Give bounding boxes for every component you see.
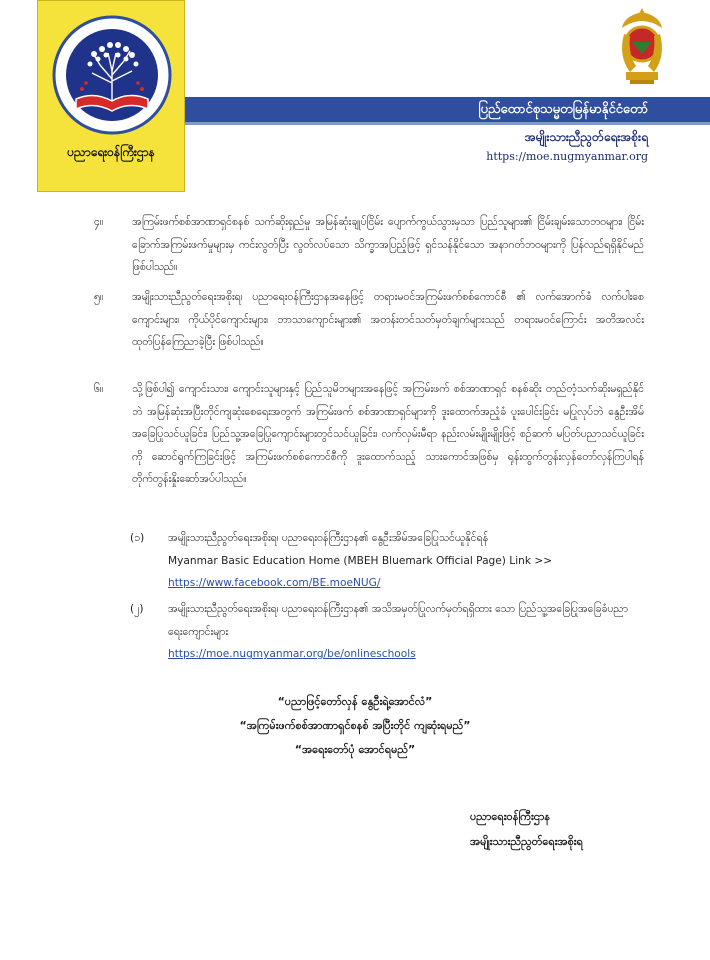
sub-item-number: (၁): [130, 532, 145, 544]
ministry-emblem-icon: [52, 9, 172, 139]
paragraph-number: ၅။: [94, 291, 104, 303]
sub-item-english-text: Myanmar Basic Education Home (MBEH Bluemark Official Page) Link >>: [168, 554, 553, 567]
signature-government: အမျိုးသားညီညွတ်ရေးအစိုးရ: [470, 835, 583, 848]
paragraph-text: သို့ဖြစ်ပါ၍ ကျောင်းသား၊ ကျောင်းသူများနှင့် ပြည်သူမိဘများအနေဖြင့် အကြမ်းဖက် စစ်အာဏာရှင် စနစ်ဆိုး တည်တံ့သက်ဆိုးမရှည်နိုင်ဘဲ အမြန်ဆုံးအပြီးတိုင်ကျဆုံးစေရေးအတွက် အကြမ်းဖက် စစ်အာဏာရှင်များကို ဒူးထောက်အညံ့ခံ ပူးပေါင်းခြင်း မပြုလုပ်ဘဲ နွေဦးအိမ်အခြေပြုသင်ယူခြင်း၊ ပြည်သူ့အခြေပြုကျောင်းများတွင်သင်ယူခြင်း၊ လက်လှမ်းမီရာ နည်းလမ်းမျိုးမျိုးဖြင့် စဉ်ဆက် မပြတ်ပညာသင်ယူခြင်းကို ဆောင်ရွက်ကြခြင်းဖြင့် အကြမ်းဖက်စစ်ကောင်စီကို ဒူးထောက်သည့် သားကောင်အဖြစ်မှ ရုန်းထွက်တွန်းလှန်တော်လှန်ကြပါရန် တိုက်တွန်းနှိုးဆော်အပ်ပါသည်။: [132, 383, 644, 485]
state-emblem-icon: [616, 6, 668, 88]
paragraph-text: အမျိုးသားညီညွတ်ရေးအစိုးရ၊ ပညာရေးဝန်ကြီးဌာနအနေဖြင့် တရားမဝင်အကြမ်းဖက်စစ်ကောင်စီ ၏ လက်အောက်ခံ လက်ပါးစေ ကျောင်းများ၊ ကိုယ်ပိုင်ကျောင်းများ၊ ဘာသာကျောင်းများ၏ အတန်းတင်သတ်မှတ်ချက်များသည် တရားမဝင်ကြောင်း အတိအလင်း ထုတ်ပြန်ကြေညာခဲ့ပြီး ဖြစ်ပါသည်။: [132, 291, 644, 348]
online-schools-link[interactable]: https://moe.nugmyanmar.org/be/onlineschools: [168, 648, 416, 660]
paragraph-4: [76, 211, 644, 279]
facebook-link[interactable]: https://www.facebook.com/BE.moeNUG/: [168, 577, 381, 589]
ministry-logo-block: [37, 0, 185, 192]
slogans: [0, 690, 710, 762]
sub-item-1: [130, 527, 640, 595]
sub-item-number: (၂): [130, 603, 144, 615]
slogan-line: “အရေးတော်ပုံ အောင်ရမည်”: [294, 743, 416, 756]
signature-block: [470, 804, 583, 854]
paragraph-5: [76, 286, 644, 354]
paragraph-number: ၄။: [94, 216, 104, 228]
sub-item-2: [130, 598, 640, 666]
slogan-line: “ပညာဖြင့်တော်လှန် နွေဦးရဲ့အောင်လံ”: [277, 695, 433, 708]
header-band-accent: [185, 122, 710, 125]
ministry-name: အမျိုးသားညီညွတ်ရေးအစိုးရ: [524, 130, 648, 144]
paragraph-number: ၆။: [94, 383, 104, 395]
signature-ministry: ပညာရေးဝန်ကြီးဌာန: [470, 810, 551, 823]
sub-item-text: အမျိုးသားညီညွတ်ရေးအစိုးရ၊ ပညာရေးဝန်ကြီးဌာန၏ အသိအမှတ်ပြုလက်မှတ်ရရှိထား သော ပြည်သူ့အခြေပြုအခြေခံပညာရေးကျောင်းများ: [168, 603, 628, 638]
sub-item-text: အမျိုးသားညီညွတ်ရေးအစိုးရ၊ ပညာရေးဝန်ကြီးဌာန၏ နွေဦးအိမ်အခြေပြုသင်ယူနိုင်ရန်: [168, 532, 489, 544]
logo-caption: ပညာရေးဝန်ကြီးဌာန: [67, 145, 155, 159]
slogan-line: “အကြမ်းဖက်စစ်အာဏာရှင်စနစ် အပြီးတိုင် ကျဆုံးရမည်”: [239, 719, 471, 732]
paragraph-6: [76, 378, 644, 491]
government-name: ပြည်ထောင်စုသမ္မတမြန်မာနိုင်ငံတော်: [478, 102, 648, 117]
website-url[interactable]: https://moe.nugmyanmar.org: [486, 150, 648, 163]
paragraph-text: အကြမ်းဖက်စစ်အာဏာရှင်စနစ် သက်ဆိုးရှည်မှု အမြန်ဆုံးချုပ်ငြိမ်း ပျောက်ကွယ်သွားမှသာ ပြည်သူများ၏ ငြိမ်းချမ်းသောဘဝများ၊ ငြိမ်းခြောက်အကြမ်းဖက်မှုများမှ ကင်းလွတ်ပြီး လွတ်လပ်သော သိက္ခာအပြည့်ဖြင့် ရှင်သန်နိုင်သော အနာဂတ်ဘဝများကို ပြန်လည်ရရှိနိုင်မည် ဖြစ်ပါသည်။: [132, 216, 644, 273]
